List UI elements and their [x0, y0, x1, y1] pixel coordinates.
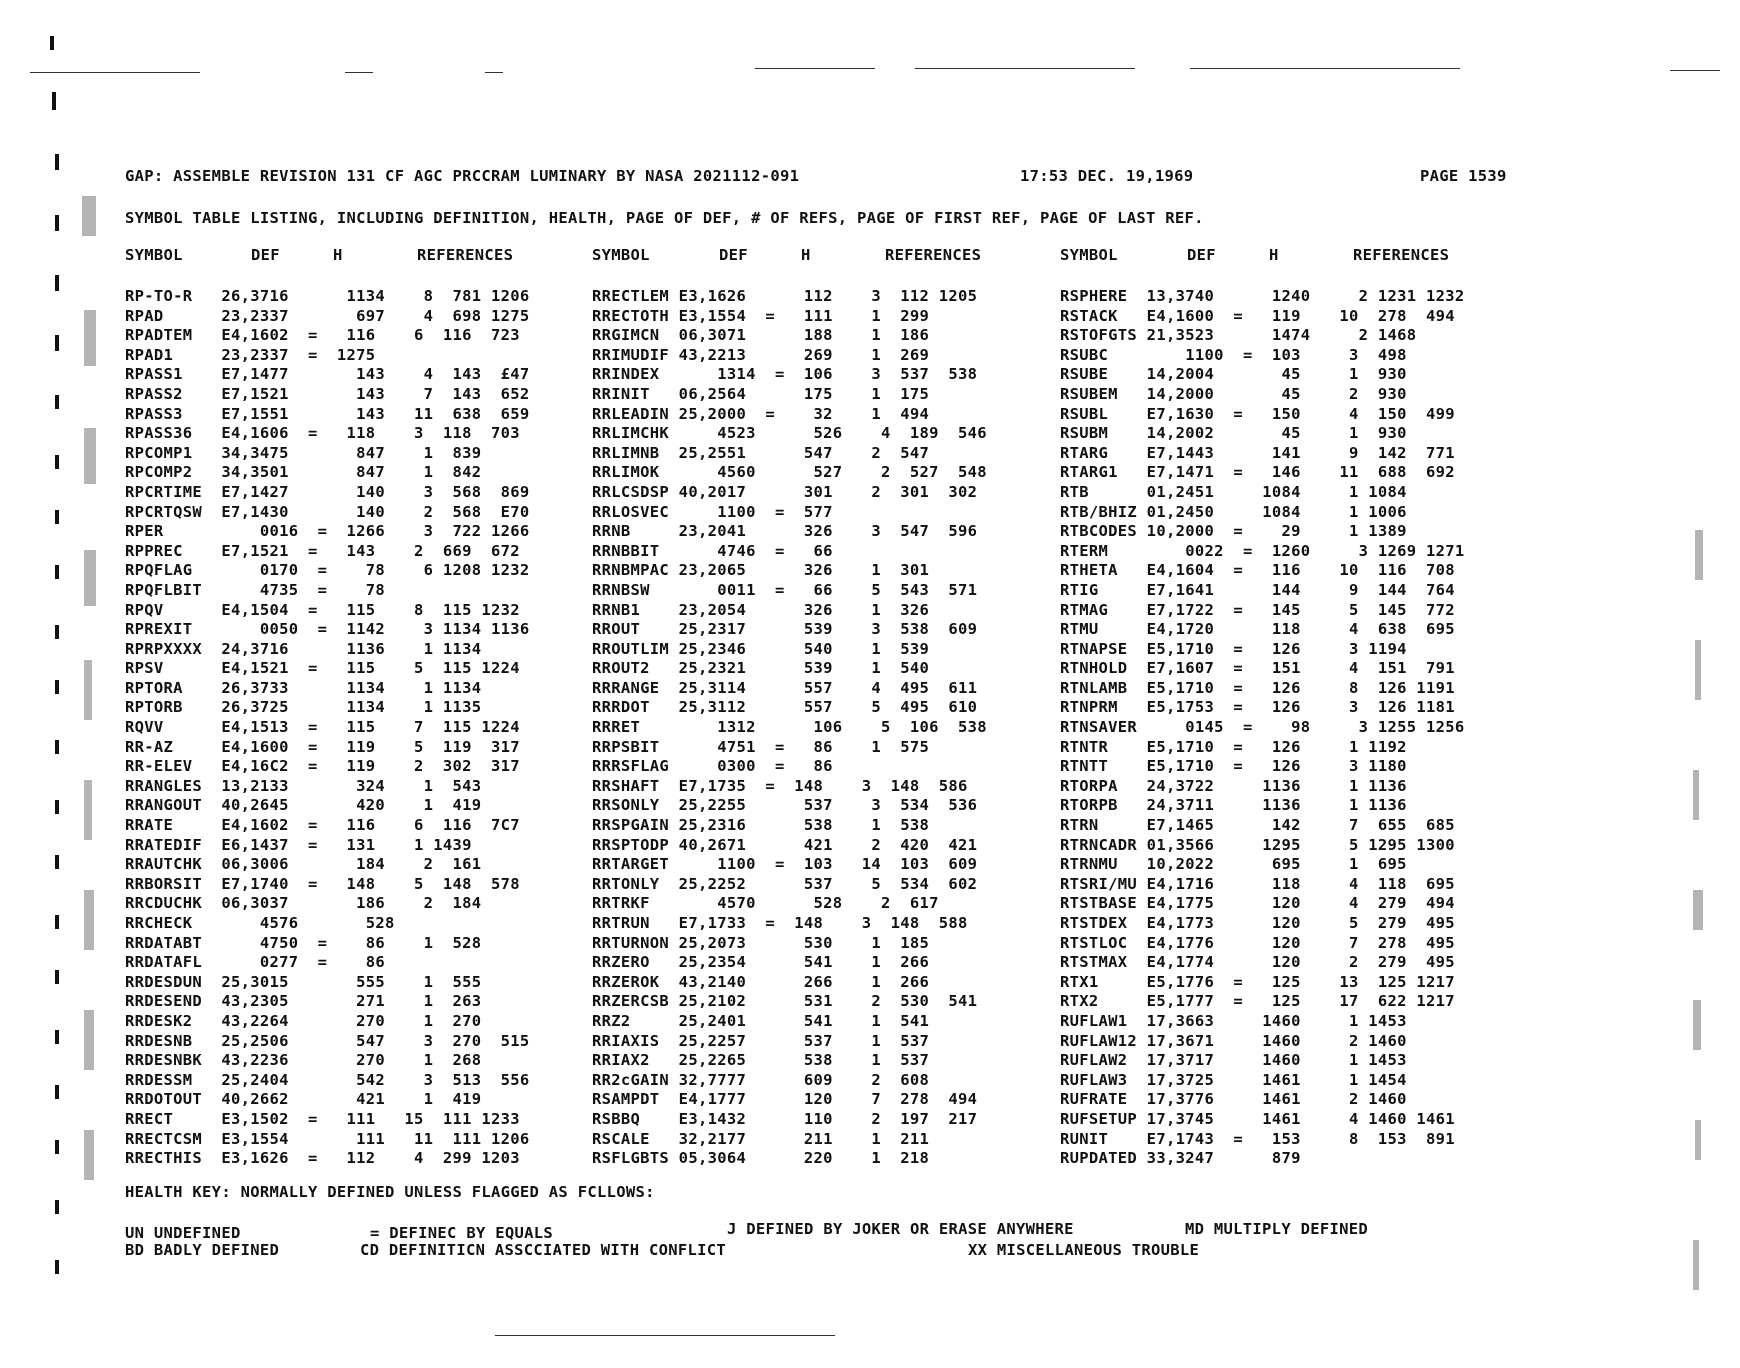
scan-margin-mark [55, 625, 59, 639]
scan-smudge [84, 1130, 94, 1180]
symbol-entry: RTSTDEX E4,1773 120 5 279 495 [1060, 914, 1455, 932]
symbol-entry: RUFLAW12 17,3671 1460 2 1460 [1060, 1031, 1455, 1050]
table-row [125, 307, 1525, 327]
symbol-entry: RRTURNON 25,2073 530 1 185 [592, 933, 978, 952]
table-row [125, 1032, 1525, 1052]
symbol-entry: RPASS1 E7,1477 143 4 143 £47 [125, 365, 530, 384]
symbol-entry: RROUT 25,2317 539 3 538 609 [592, 620, 978, 639]
table-row [125, 738, 1525, 758]
scan-margin-mark [55, 680, 59, 694]
symbol-entry: RUFSETUP 17,3745 1461 4 1460 1461 [1060, 1109, 1455, 1128]
symbol-entry: RRSPGAIN 25,2316 538 1 538 [592, 816, 978, 835]
symbol-entry: RTHETA E4,1604 = 116 10 116 708 [1060, 561, 1455, 580]
symbol-entry: RRDESNBK 43,2236 270 1 268 [125, 1051, 530, 1070]
symbol-entry: RRBORSIT E7,1740 = 148 5 148 578 [125, 874, 520, 893]
symbol-entry: RRGIMCN 06,3071 188 1 186 [592, 326, 978, 345]
symbol-entry: RRAUTCHK 06,3006 184 2 161 [125, 855, 530, 874]
symbol-entry: RSUBE 14,2004 45 1 930 [1060, 365, 1455, 384]
table-row [125, 796, 1525, 816]
table-row [125, 1051, 1525, 1071]
symbol-entry: RRNB 23,2041 326 3 547 596 [592, 522, 978, 541]
scan-margin-mark [50, 36, 54, 50]
table-row [125, 405, 1525, 425]
symbol-entry: RTNAPSE E5,1710 = 126 3 1194 [1060, 639, 1455, 658]
column-header-h: H [333, 246, 343, 264]
scan-margin-mark [55, 455, 59, 469]
table-row [125, 1149, 1525, 1169]
symbol-entry: RROUT2 25,2321 539 1 540 [592, 659, 978, 678]
column-header-def: DEF [1187, 246, 1216, 264]
symbol-entry: RP-TO-R 26,3716 1134 8 781 1206 [125, 287, 530, 305]
symbol-entry: RPCRTQSW E7,1430 140 2 568 E70 [125, 502, 530, 521]
symbol-entry: RSTOFGTS 21,3523 1474 2 1468 [1060, 326, 1465, 345]
symbol-entry: RRDESK2 43,2264 270 1 270 [125, 1011, 530, 1030]
symbol-entry: RTBCODES 10,2000 = 29 1 1389 [1060, 522, 1455, 541]
symbol-entry: RTRNCADR 01,3566 1295 5 1295 1300 [1060, 835, 1455, 854]
symbol-entry: RRRDOT 25,3112 557 5 495 610 [592, 698, 978, 717]
column-header-def: DEF [719, 246, 748, 264]
table-row [125, 1090, 1525, 1110]
symbol-entry: RTIG E7,1641 144 9 144 764 [1060, 580, 1455, 599]
table-row [125, 1071, 1525, 1091]
table-row [125, 581, 1525, 601]
scan-rule [30, 72, 200, 73]
symbol-entry: RRLIMOK 4560 527 2 527 548 [592, 463, 987, 482]
symbol-entry: RRRET 1312 106 5 106 538 [592, 718, 987, 737]
legend-conflict: CD DEFINITICN ASSCCIATED WITH CONFLICT [360, 1241, 727, 1259]
table-row [125, 463, 1525, 483]
symbol-entry: RRECT E3,1502 = 111 15 111 1233 [125, 1109, 520, 1128]
symbol-entry: RTSRI/MU E4,1716 118 4 118 695 [1060, 874, 1455, 893]
table-row [125, 953, 1525, 973]
scan-margin-mark [55, 395, 59, 409]
symbol-entry: RPQFLAG 0170 = 78 6 1208 1232 [125, 561, 530, 580]
table-row [125, 855, 1525, 875]
table-row [125, 1130, 1525, 1150]
table-row [125, 914, 1525, 934]
column-header-references: REFERENCES [417, 246, 514, 264]
symbol-entry: RRZ2 25,2401 541 1 541 [592, 1011, 978, 1030]
symbol-entry: RTNSAVER 0145 = 98 3 1255 1256 [1060, 718, 1465, 737]
symbol-entry: RPAD1 23,2337 = 1275 [125, 345, 520, 364]
scan-margin-mark [55, 1030, 59, 1044]
scan-smudge [84, 890, 94, 950]
symbol-entry: RTNLAMB E5,1710 = 126 8 126 1191 [1060, 678, 1455, 697]
scan-smudge [1693, 1240, 1699, 1290]
column-header-symbol: SYMBOL [1060, 246, 1118, 264]
table-row [125, 385, 1525, 405]
symbol-entry: RTORPA 24,3722 1136 1 1136 [1060, 776, 1455, 795]
scan-margin-mark [55, 154, 59, 170]
scan-smudge [84, 428, 96, 484]
symbol-entry: RPADTEM E4,1602 = 116 6 116 723 [125, 326, 520, 345]
symbol-entry: RPASS36 E4,1606 = 118 3 118 703 [125, 424, 520, 443]
scan-margin-mark [55, 1140, 59, 1154]
legend-undefined: UN UNDEFINED [125, 1224, 241, 1242]
symbol-entry: RPTORA 26,3733 1134 1 1134 [125, 678, 530, 697]
table-row [125, 483, 1525, 503]
symbol-entry: RRNBSW 0011 = 66 5 543 571 [592, 580, 978, 599]
scan-rule [915, 68, 1135, 69]
symbol-entry: RTX1 E5,1776 = 125 13 125 1217 [1060, 972, 1455, 991]
table-row [125, 816, 1525, 836]
table-row [125, 718, 1525, 738]
table-row [125, 757, 1525, 777]
symbol-entry: RRLEADIN 25,2000 = 32 1 494 [592, 404, 978, 423]
scan-margin-mark [55, 335, 59, 351]
symbol-entry: RPASS2 E7,1521 143 7 143 652 [125, 384, 530, 403]
symbol-entry: RPQV E4,1504 = 115 8 115 1232 [125, 600, 520, 619]
symbol-entry: RRECTLEM E3,1626 112 3 112 1205 [592, 287, 978, 305]
column-header-h: H [801, 246, 811, 264]
symbol-entry: RRCHECK 4576 528 [125, 914, 540, 932]
scan-smudge [1693, 770, 1699, 820]
symbol-entry: RRINDEX 1314 = 106 3 537 538 [592, 365, 978, 384]
symbol-entry: RPPREC E7,1521 = 143 2 669 672 [125, 541, 520, 560]
symbol-entry: RRDOTOUT 40,2662 421 1 419 [125, 1090, 530, 1109]
symbol-entry: RRDESNB 25,2506 547 3 270 515 [125, 1031, 530, 1050]
symbol-entry: RRZEROK 43,2140 266 1 266 [592, 972, 978, 991]
symbol-entry: RRRANGE 25,3114 557 4 495 611 [592, 678, 978, 697]
scan-margin-mark [52, 92, 56, 110]
symbol-entry: RTMU E4,1720 118 4 638 695 [1060, 620, 1455, 639]
symbol-entry: RRDESDUN 25,3015 555 1 555 [125, 972, 530, 991]
symbol-entry: RRPSBIT 4751 = 86 1 575 [592, 737, 978, 756]
symbol-entry: RSUBM 14,2002 45 1 930 [1060, 424, 1455, 443]
symbol-entry: RSFLGBTS 05,3064 220 1 218 [592, 1149, 978, 1168]
scan-smudge [84, 550, 96, 606]
table-row [125, 365, 1525, 385]
scan-smudge [1695, 640, 1701, 700]
symbol-entry: RSUBL E7,1630 = 150 4 150 499 [1060, 404, 1455, 423]
scan-margin-mark [55, 1260, 59, 1274]
scan-smudge [84, 310, 96, 366]
symbol-entry: RRECTOTH E3,1554 = 111 1 299 [592, 306, 978, 325]
legend-misc-trouble: XX MISCELLANEOUS TROUBLE [968, 1241, 1200, 1259]
symbol-entry: RTNTT E5,1710 = 126 3 1180 [1060, 757, 1455, 776]
scan-smudge [84, 780, 92, 840]
scan-margin-mark [55, 970, 59, 984]
symbol-entry: RR-ELEV E4,16C2 = 119 2 302 317 [125, 757, 520, 776]
table-row [125, 659, 1525, 679]
table-row [125, 620, 1525, 640]
health-key-legend [125, 1220, 1525, 1266]
symbol-entry: RRTONLY 25,2252 537 5 534 602 [592, 874, 978, 893]
symbol-entry: RPCRTIME E7,1427 140 3 568 869 [125, 482, 530, 501]
scan-margin-mark [55, 1085, 59, 1099]
symbol-entry: RSUBEM 14,2000 45 2 930 [1060, 384, 1455, 403]
scan-margin-mark [55, 740, 59, 754]
table-row [125, 777, 1525, 797]
scan-margin-mark [55, 855, 59, 869]
legend-badly-defined: BD BADLY DEFINED [125, 1241, 280, 1259]
symbol-entry: RSCALE 32,2177 211 1 211 [592, 1129, 978, 1148]
table-row [125, 698, 1525, 718]
scan-margin-mark [55, 565, 59, 579]
symbol-entry: RTX2 E5,1777 = 125 17 622 1217 [1060, 992, 1455, 1011]
column-header-symbol: SYMBOL [125, 246, 183, 264]
symbol-table [125, 287, 1525, 1169]
symbol-entry: RRNB1 23,2054 326 1 326 [592, 600, 978, 619]
table-row [125, 561, 1525, 581]
symbol-entry: RRTRKF 4570 528 2 617 [592, 894, 987, 913]
symbol-entry: RRTRUN E7,1733 = 148 3 148 588 [592, 914, 968, 932]
symbol-entry: RRIAX2 25,2265 538 1 537 [592, 1051, 978, 1070]
symbol-entry: RRANGOUT 40,2645 420 1 419 [125, 796, 530, 815]
table-row [125, 934, 1525, 954]
symbol-entry: RTSTMAX E4,1774 120 2 279 495 [1060, 953, 1455, 972]
symbol-entry: RRSONLY 25,2255 537 3 534 536 [592, 796, 978, 815]
scan-smudge [1693, 890, 1703, 930]
table-row [125, 503, 1525, 523]
symbol-entry: RPCOMP1 34,3475 847 1 839 [125, 443, 530, 462]
symbol-entry: RTB 01,2451 1084 1 1084 [1060, 482, 1455, 501]
symbol-entry: RRDESSM 25,2404 542 3 513 556 [125, 1070, 530, 1089]
symbol-entry: RTRN E7,1465 142 7 655 685 [1060, 816, 1455, 835]
scan-smudge [84, 660, 92, 720]
table-row [125, 836, 1525, 856]
scan-margin-mark [55, 510, 59, 524]
symbol-entry: RRATEDIF E6,1437 = 131 1 1439 [125, 835, 520, 854]
table-row [125, 444, 1525, 464]
symbol-entry: RTNTR E5,1710 = 126 1 1192 [1060, 737, 1455, 756]
table-row [125, 875, 1525, 895]
symbol-entry: RRSHAFT E7,1735 = 148 3 148 586 [592, 776, 968, 795]
symbol-entry: RRECTHIS E3,1626 = 112 4 299 1203 [125, 1149, 520, 1168]
listing-timestamp: 17:53 DEC. 19,1969 [1020, 167, 1194, 185]
symbol-entry: RTSTBASE E4,1775 120 4 279 494 [1060, 894, 1455, 913]
symbol-entry: RUFRATE 17,3776 1461 2 1460 [1060, 1090, 1455, 1109]
scan-margin-mark [55, 215, 59, 231]
column-header-references: REFERENCES [1353, 246, 1450, 264]
listing-subtitle: SYMBOL TABLE LISTING, INCLUDING DEFINITION, HEALTH, PAGE OF DEF, # OF REFS, PAGE OF FIRST REF, PAGE OF LAST REF. [125, 209, 1204, 227]
symbol-entry: RPREXIT 0050 = 1142 3 1134 1136 [125, 620, 530, 639]
column-header-references: REFERENCES [885, 246, 982, 264]
table-row [125, 973, 1525, 993]
symbol-entry: RPASS3 E7,1551 143 11 638 659 [125, 404, 530, 423]
scan-rule [495, 1335, 835, 1336]
symbol-entry: RRRSFLAG 0300 = 86 [592, 757, 978, 776]
symbol-entry: RRDATABT 4750 = 86 1 528 [125, 933, 530, 952]
scan-smudge [1695, 1120, 1701, 1160]
symbol-entry: RTNPRM E5,1753 = 126 3 126 1181 [1060, 698, 1455, 717]
table-row [125, 992, 1525, 1012]
legend-multiply-defined: MD MULTIPLY DEFINED [1185, 1220, 1369, 1238]
legend-defined-by-equals: = DEFINEC BY EQUALS [370, 1224, 554, 1242]
scan-rule [1670, 70, 1720, 71]
symbol-entry: RRIMUDIF 43,2213 269 1 269 [592, 345, 978, 364]
symbol-entry: RUFLAW3 17,3725 1461 1 1454 [1060, 1070, 1455, 1089]
table-row [125, 424, 1525, 444]
symbol-entry: RTORPB 24,3711 1136 1 1136 [1060, 796, 1455, 815]
symbol-entry: RRNBBIT 4746 = 66 [592, 541, 978, 560]
symbol-entry: RRATE E4,1602 = 116 6 116 7C7 [125, 816, 520, 835]
symbol-entry: RRLIMCHK 4523 526 4 189 546 [592, 424, 987, 443]
symbol-entry: RR2cGAIN 32,7777 609 2 608 [592, 1070, 978, 1089]
symbol-entry: RRNBMPAC 23,2065 326 1 301 [592, 561, 978, 580]
symbol-entry: RRLCSDSP 40,2017 301 2 301 302 [592, 482, 978, 501]
scan-rule [755, 68, 875, 69]
symbol-entry: RUPDATED 33,3247 879 [1060, 1149, 1446, 1168]
symbol-entry: RRDATAFL 0277 = 86 [125, 953, 530, 972]
column-header-def: DEF [251, 246, 280, 264]
scan-rule [345, 72, 373, 73]
table-row [125, 601, 1525, 621]
symbol-entry: RRLOSVEC 1100 = 577 [592, 502, 978, 521]
table-row [125, 326, 1525, 346]
table-row [125, 1110, 1525, 1130]
table-row [125, 679, 1525, 699]
column-header-symbol: SYMBOL [592, 246, 650, 264]
symbol-entry: RSTACK E4,1600 = 119 10 278 494 [1060, 306, 1455, 325]
table-row [125, 542, 1525, 562]
legend-joker: J DEFINED BY JOKER OR ERASE ANYWHERE [727, 1220, 1074, 1238]
symbol-entry: RPSV E4,1521 = 115 5 115 1224 [125, 659, 520, 678]
listing-title: GAP: ASSEMBLE REVISION 131 CF AGC PRCCRAM LUMINARY BY NASA 2021112-091 [125, 167, 800, 185]
symbol-entry: RUNIT E7,1743 = 153 8 153 891 [1060, 1129, 1455, 1148]
symbol-entry: RUFLAW1 17,3663 1460 1 1453 [1060, 1011, 1455, 1030]
symbol-entry: RPAD 23,2337 697 4 698 1275 [125, 306, 530, 325]
symbol-entry: RSBBQ E3,1432 110 2 197 217 [592, 1109, 978, 1128]
symbol-entry: RRDESEND 43,2305 271 1 263 [125, 992, 530, 1011]
symbol-entry: RPCOMP2 34,3501 847 1 842 [125, 463, 530, 482]
symbol-entry: RTRNMU 10,2022 695 1 695 [1060, 855, 1455, 874]
symbol-entry: RSAMPDT E4,1777 120 7 278 494 [592, 1090, 978, 1109]
symbol-entry: RSUBC 1100 = 103 3 498 [1060, 345, 1455, 364]
scan-margin-mark [55, 915, 59, 929]
symbol-entry: RRANGLES 13,2133 324 1 543 [125, 776, 530, 795]
table-row [125, 1012, 1525, 1032]
symbol-entry: RR-AZ E4,1600 = 119 5 119 317 [125, 737, 520, 756]
column-header-h: H [1269, 246, 1279, 264]
symbol-entry: RTSTLOC E4,1776 120 7 278 495 [1060, 933, 1455, 952]
table-row [125, 346, 1525, 366]
symbol-entry: RRSPTODP 40,2671 421 2 420 421 [592, 835, 978, 854]
symbol-entry: RTNHOLD E7,1607 = 151 4 151 791 [1060, 659, 1455, 678]
table-row [125, 287, 1525, 307]
symbol-entry: RRZERCSB 25,2102 531 2 530 541 [592, 992, 978, 1011]
scan-rule [1190, 68, 1460, 69]
scan-margin-mark [55, 800, 59, 814]
symbol-entry: RTB/BHIZ 01,2450 1084 1 1006 [1060, 502, 1455, 521]
symbol-entry: RTARG E7,1443 141 9 142 771 [1060, 443, 1455, 462]
scan-smudge [1695, 530, 1703, 580]
symbol-entry: RTARG1 E7,1471 = 146 11 688 692 [1060, 463, 1455, 482]
symbol-entry: RRECTCSM E3,1554 111 11 111 1206 [125, 1129, 530, 1148]
symbol-entry: RRTARGET 1100 = 103 14 103 609 [592, 855, 978, 874]
symbol-entry: RRCDUCHK 06,3037 186 2 184 [125, 894, 530, 913]
symbol-entry: RTMAG E7,1722 = 145 5 145 772 [1060, 600, 1455, 619]
scan-smudge [82, 196, 96, 236]
symbol-entry: RPRPXXXX 24,3716 1136 1 1134 [125, 639, 530, 658]
scan-margin-mark [55, 1200, 59, 1214]
scan-rule [485, 72, 503, 73]
symbol-entry: RPTORB 26,3725 1134 1 1135 [125, 698, 530, 717]
symbol-entry: RRIAXIS 25,2257 537 1 537 [592, 1031, 978, 1050]
symbol-entry: RUFLAW2 17,3717 1460 1 1453 [1060, 1051, 1455, 1070]
symbol-entry: RRZERO 25,2354 541 1 266 [592, 953, 978, 972]
symbol-entry: RPER 0016 = 1266 3 722 1266 [125, 522, 530, 541]
table-row [125, 894, 1525, 914]
page-number: PAGE 1539 [1420, 167, 1507, 185]
scan-margin-mark [55, 275, 59, 291]
symbol-entry: RRINIT 06,2564 175 1 175 [592, 384, 978, 403]
symbol-entry: RSPHERE 13,3740 1240 2 1231 1232 [1060, 287, 1465, 305]
scan-smudge [1693, 1000, 1701, 1050]
symbol-entry: RPQFLBIT 4735 = 78 [125, 580, 530, 599]
table-row [125, 522, 1525, 542]
symbol-entry: RTERM 0022 = 1260 3 1269 1271 [1060, 541, 1465, 560]
symbol-entry: RROUTLIM 25,2346 540 1 539 [592, 639, 978, 658]
table-row [125, 640, 1525, 660]
column-headers [125, 246, 1525, 268]
symbol-entry: RRLIMNB 25,2551 547 2 547 [592, 443, 978, 462]
scan-smudge [84, 1010, 94, 1070]
symbol-entry: RQVV E4,1513 = 115 7 115 1224 [125, 718, 520, 737]
health-key-title: HEALTH KEY: NORMALLY DEFINED UNLESS FLAGGED AS FCLLOWS: [125, 1183, 655, 1201]
